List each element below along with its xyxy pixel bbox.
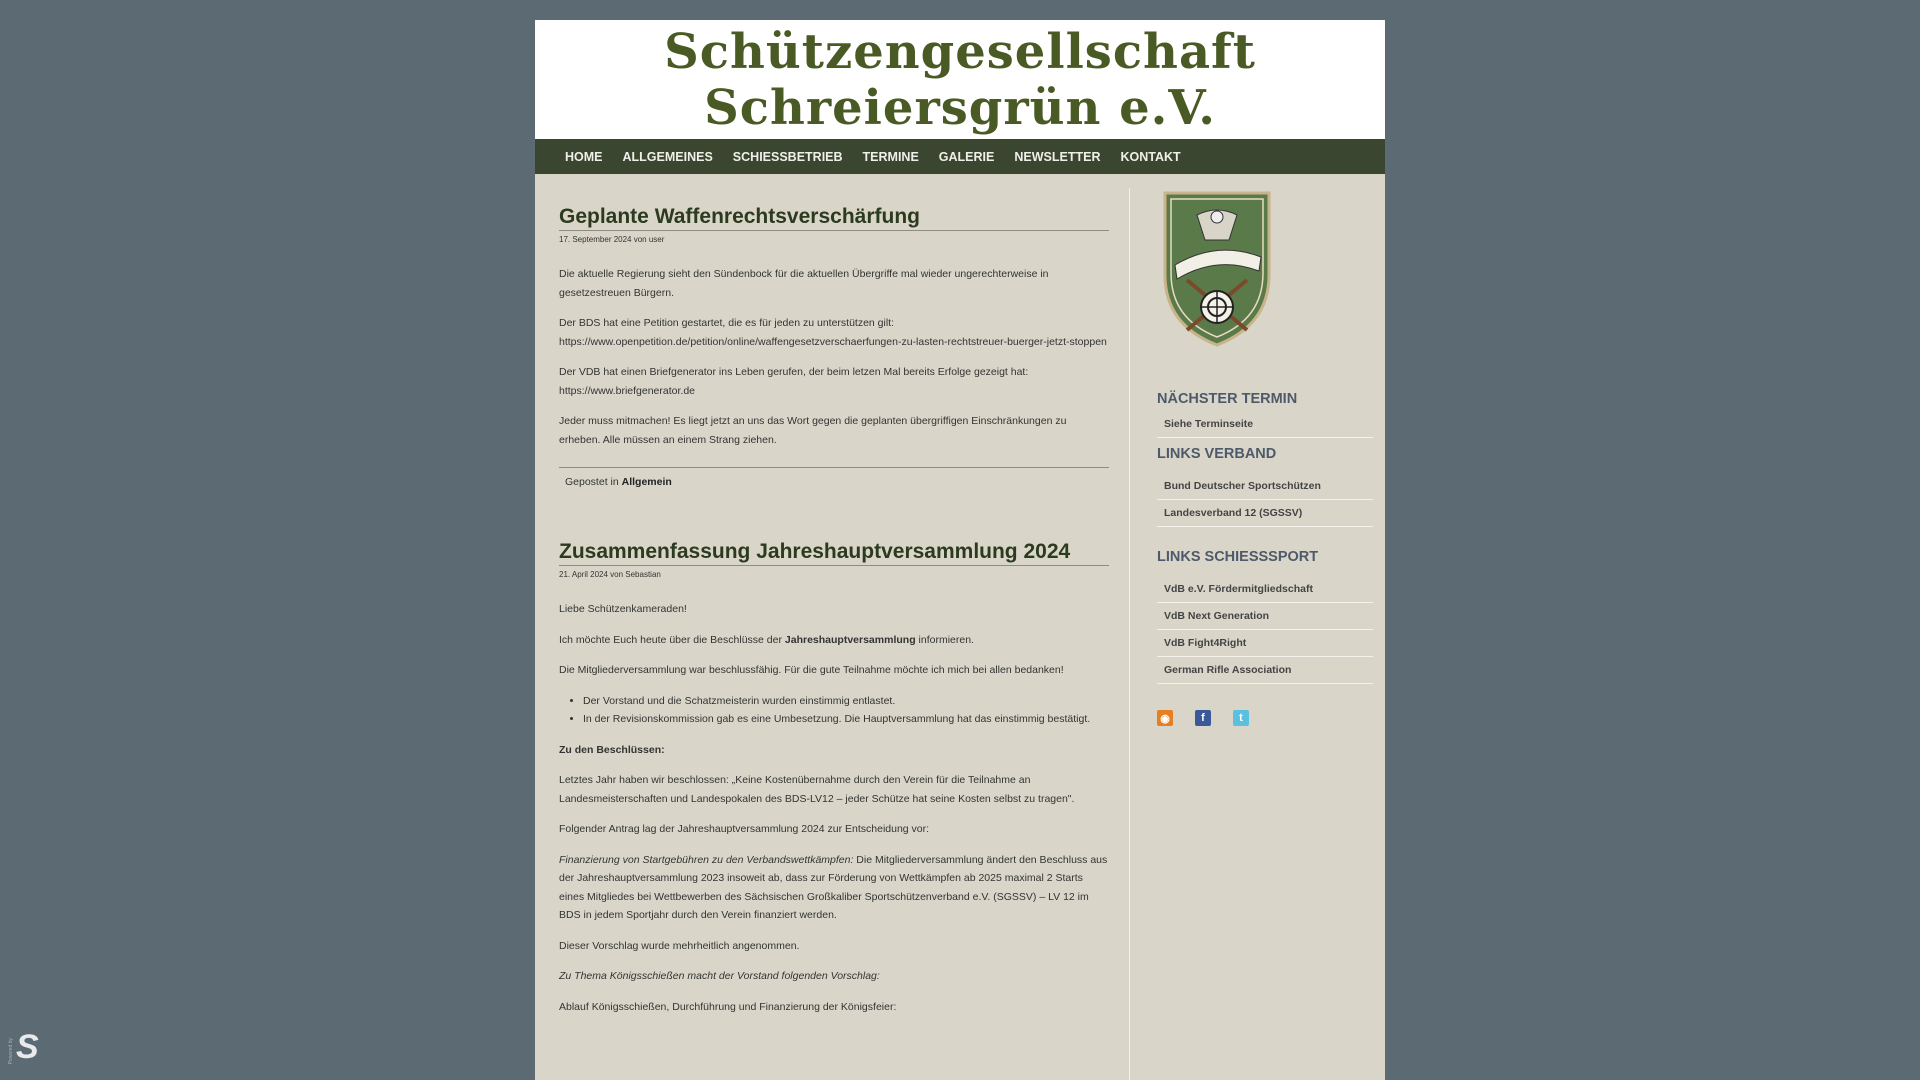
- text: Ich möchte Euch heute über die Beschlüsse der: [559, 633, 785, 646]
- nav-galerie[interactable]: GALERIE: [938, 149, 995, 164]
- post-paragraph: [559, 851, 1109, 925]
- widget-title: NÄCHSTER TERMIN: [1157, 391, 1298, 407]
- post-title[interactable]: Geplante Waffenrechtsverschärfung: [559, 205, 1109, 231]
- widget-next-event: [1157, 391, 1373, 438]
- nav-allgemeines[interactable]: ALLGEMEINES: [622, 149, 713, 164]
- column-divider: [1129, 188, 1130, 1080]
- post-paragraph: Die aktuelle Regierung sieht den Sündenbock für die aktuellen Übergriffe mal wieder ungerechterweise in gesetzestreuen Bürgern.: [559, 268, 1049, 299]
- link-bds[interactable]: Bund Deutscher Sportschützen: [1157, 466, 1373, 500]
- post-paragraph: Letztes Jahr haben wir beschlossen: „Keine Kostenübernahme durch den Verein für die Teilnahme an Landesmeisterschaften und Landespokalen des BDS-LV12 – jeder Schütze hat seine Kosten selbst zu tragen".: [559, 774, 1075, 805]
- nav-schiessbetrieb[interactable]: SCHIESSBETRIEB: [732, 149, 843, 164]
- post-meta: 21. April 2024 von Sebastian: [559, 570, 661, 579]
- link-termine[interactable]: Siehe Terminseite: [1157, 411, 1373, 438]
- rss-icon[interactable]: ◉: [1157, 710, 1173, 726]
- club-crest-icon: [1157, 185, 1277, 350]
- powered-by-text: Powered by: [8, 1037, 14, 1064]
- post-paragraph: [559, 741, 1109, 760]
- post-paragraph: [559, 967, 1109, 986]
- link-gra[interactable]: German Rifle Association: [1157, 657, 1373, 684]
- bullet-list: [583, 692, 1109, 729]
- post-meta: 17. September 2024 von user: [559, 235, 665, 244]
- posted-in-label: Gepostet in: [565, 476, 619, 488]
- site-title-line2[interactable]: Schreiersgrün e.V.: [704, 79, 1216, 136]
- italic-text: Zu Thema Königsschießen macht der Vorstand folgenden Vorschlag:: [559, 970, 880, 982]
- nav-kontakt[interactable]: KONTAKT: [1120, 149, 1181, 164]
- widget-links-verband: [1157, 446, 1373, 527]
- post-title[interactable]: Zusammenfassung Jahreshauptversammlung 2024: [559, 540, 1109, 566]
- post-footer: [559, 467, 1109, 488]
- post-paragraph: Liebe Schützenkameraden!: [559, 603, 687, 615]
- link-vdb-next[interactable]: VdB Next Generation: [1157, 603, 1373, 630]
- site-title-line1[interactable]: Schützengesellschaft: [664, 23, 1256, 80]
- text: Die Mitgliederversammlung ändert den Beschluss aus der Jahreshauptversammlung 2023 insoweit ab, dass zur Förderung von Wettkämpfen ab 2025 maximal 2 Starts eines Mitgliedes bei Wettbewerben des Sächsischen Großkaliber Sportschützenverband e.V. (SGSSV) – LV 12 im BDS in jedem Sportjahr durch den Verein finanziert werden.: [559, 853, 1108, 921]
- list-item: • Der Vorstand und die Schatzmeisterin wurden einstimmig entlastet.: [583, 692, 1109, 711]
- link-vdb-foerder[interactable]: VdB e.V. Fördermitgliedschaft: [1157, 569, 1373, 603]
- post-paragraph: Dieser Vorschlag wurde mehrheitlich angenommen.: [559, 939, 800, 952]
- main-nav: [535, 139, 1385, 174]
- platform-logo-icon: S: [16, 1028, 39, 1066]
- post-paragraph: Jeder muss mitmachen! Es liegt jetzt an uns das Wort gegen die geplanten übergriffigen Einschränkungen zu erheben. Alle müssen an einem Strang ziehen.: [559, 415, 1067, 446]
- powered-by-badge[interactable]: [8, 1030, 39, 1064]
- post-paragraph: Der VDB hat einen Briefgenerator ins Leben gerufen, der beim letzen Mal bereits Erfolge gezeigt hat: https://www.briefgenerator.de: [559, 366, 1029, 397]
- nav-termine[interactable]: TERMINE: [862, 149, 919, 164]
- social-links: [1157, 710, 1373, 726]
- twitter-icon[interactable]: t: [1233, 710, 1249, 726]
- list-item: • In der Revisionskommission gab es eine Umbesetzung. Die Hauptversammlung hat das einstimmig bestätigt.: [583, 710, 1109, 729]
- link-vdb-fight[interactable]: VdB Fight4Right: [1157, 630, 1373, 657]
- nav-home[interactable]: HOME: [565, 149, 603, 164]
- category-link[interactable]: Allgemein: [621, 476, 672, 488]
- post-paragraph: Ablauf Königsschießen, Durchführung und Finanzierung der Königsfeier:: [559, 1000, 897, 1013]
- site-header[interactable]: [535, 20, 1385, 139]
- post: [559, 205, 1109, 488]
- link-sgssv[interactable]: Landesverband 12 (SGSSV): [1157, 500, 1373, 527]
- nav-newsletter[interactable]: NEWSLETTER: [1014, 149, 1101, 164]
- post-paragraph: [559, 631, 1109, 650]
- widget-title: LINKS SCHIESSSPORT: [1157, 549, 1319, 565]
- bold-text: Zu den Beschlüssen:: [559, 743, 665, 756]
- post: [559, 540, 1109, 1016]
- bold-text: Jahreshauptversammlung: [784, 633, 916, 646]
- main-content: [559, 205, 1109, 1068]
- widget-links-schiesssport: [1157, 549, 1373, 684]
- page-container: [535, 20, 1385, 1080]
- text: informieren.: [915, 633, 974, 646]
- post-paragraph: Folgender Antrag lag der Jahreshauptversammlung 2024 zur Entscheidung vor:: [559, 823, 930, 835]
- post-paragraph: Der BDS hat eine Petition gestartet, die es für jeden zu unterstützen gilt: https://www.openpetition.de/petition/online/waffengesetzverschaerfungen-zu-lasten-rechtstreuer-buerger-jetzt-stoppen: [559, 317, 1107, 348]
- sidebar: [1157, 185, 1373, 726]
- post-paragraph: Die Mitgliederversammlung war beschlussfähig. Für die gute Teilnahme möchte ich mich bei allen bedanken!: [559, 664, 1064, 676]
- facebook-icon[interactable]: f: [1195, 710, 1211, 726]
- italic-text: Finanzierung von Startgebühren zu den Verbandswettkämpfen:: [559, 853, 854, 866]
- widget-title: LINKS VERBAND: [1157, 446, 1277, 462]
